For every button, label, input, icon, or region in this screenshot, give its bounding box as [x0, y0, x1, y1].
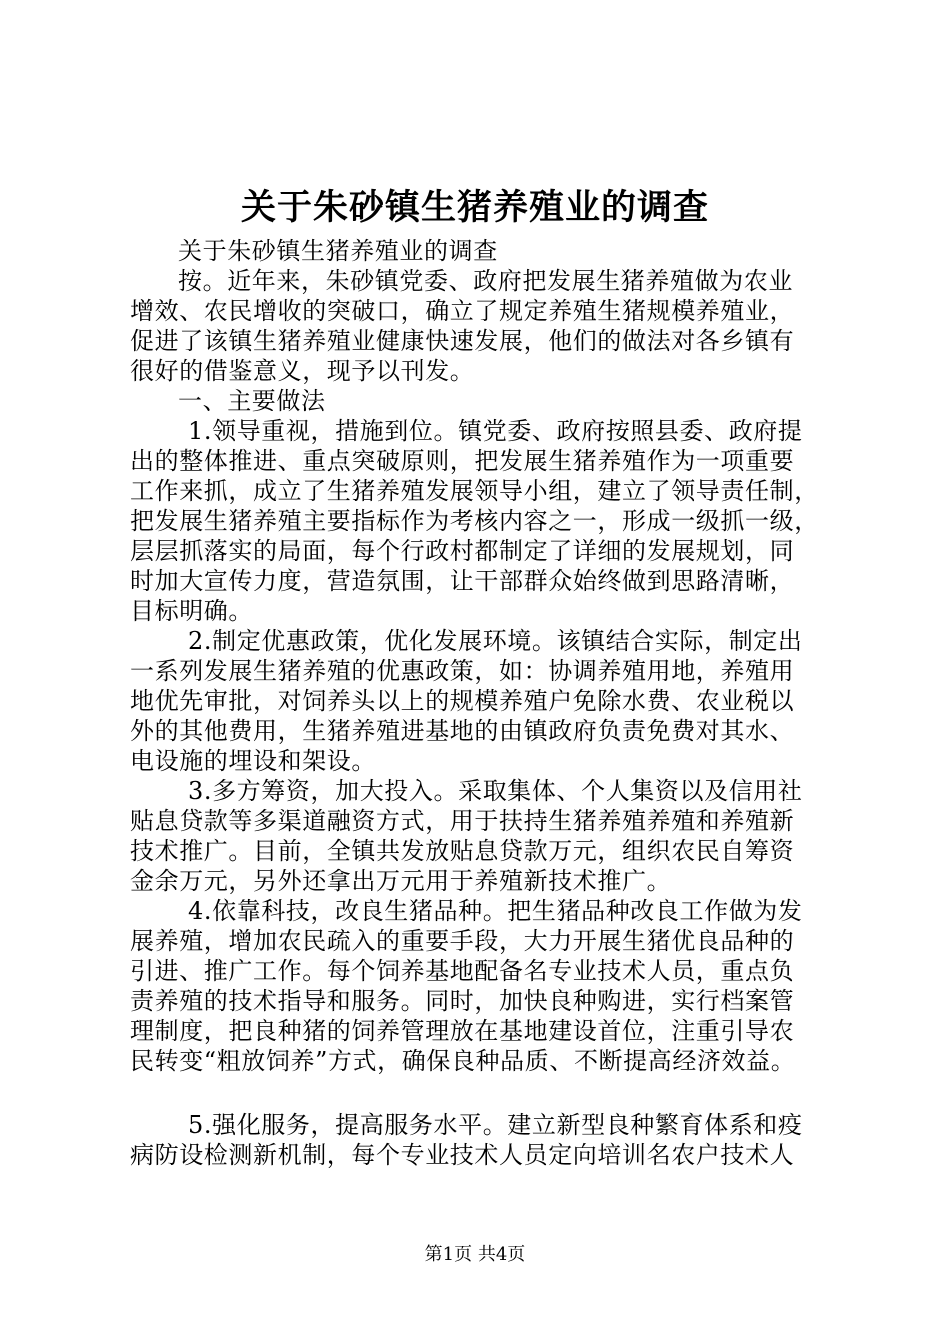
- subtitle-line: 关于朱砂镇生猪养殖业的调查: [178, 237, 498, 265]
- paragraph-line: 责养殖的技术指导和服务。同时，加快良种购进，实行档案管: [130, 987, 795, 1015]
- paragraph-line: 5.强化服务，提高服务水平。建立新型良种繁育体系和疫: [188, 1111, 803, 1139]
- paragraph-line: 外的其他费用，生猪养殖进基地的由镇政府负责免费对其水、: [130, 717, 795, 745]
- paragraph-line: 金余万元，另外还拿出万元用于养殖新技术推广。: [130, 867, 672, 895]
- paragraph-line: 技术推广。目前，全镇共发放贴息贷款万元，组织农民自筹资: [130, 837, 795, 865]
- paragraph-line: 民转变“粗放饲养”方式，确保良种品质、不断提高经济效益。: [130, 1047, 796, 1075]
- paragraph-line: 层层抓落实的局面，每个行政村都制定了详细的发展规划，同: [130, 537, 795, 565]
- document-body: [130, 236, 830, 1170]
- paragraph-line: 2.制定优惠政策，优化发展环境。该镇结合实际，制定出: [188, 627, 803, 655]
- paragraph-line: 按。近年来，朱砂镇党委、政府把发展生猪养殖做为农业: [178, 267, 793, 295]
- paragraph-line: 病防设检测新机制，每个专业技术人员定向培训名农户技术人: [130, 1141, 795, 1169]
- paragraph-line: 3.多方筹资，加大投入。采取集体、个人集资以及信用社: [188, 777, 803, 805]
- document-title: 关于朱砂镇生猪养殖业的调查: [240, 187, 709, 228]
- paragraph-line: 展养殖，增加农民疏入的重要手段，大力开展生猪优良品种的: [130, 927, 795, 955]
- paragraph-line: 时加大宣传力度，营造氛围，让干部群众始终做到思路清晰，: [130, 567, 795, 595]
- paragraph-line: 理制度，把良种猪的饲养管理放在基地建设首位，注重引导农: [130, 1017, 795, 1045]
- paragraph-spacer: [130, 1076, 830, 1110]
- paragraph-line: 把发展生猪养殖主要指标作为考核内容之一，形成一级抓一级，: [130, 507, 819, 535]
- paragraph-line: 地优先审批，对饲养头以上的规模养殖户免除水费、农业税以: [130, 687, 795, 715]
- paragraph-line: 促进了该镇生猪养殖业健康快速发展，他们的做法对各乡镇有: [130, 327, 795, 355]
- page-footer: 第1页 共4页: [424, 1244, 526, 1265]
- paragraph-line: 4.依靠科技，改良生猪品种。把生猪品种改良工作做为发: [188, 897, 803, 925]
- section-heading: 一、主要做法: [178, 387, 326, 415]
- paragraph-line: 工作来抓，成立了生猪养殖发展领导小组，建立了领导责任制，: [130, 477, 819, 505]
- paragraph-line: 一系列发展生猪养殖的优惠政策，如：协调养殖用地，养殖用: [130, 657, 795, 685]
- paragraph-line: 目标明确。: [130, 597, 253, 625]
- paragraph-line: 出的整体推进、重点突破原则，把发展生猪养殖作为一项重要: [130, 447, 795, 475]
- paragraph-line: 1.领导重视，措施到位。镇党委、政府按照县委、政府提: [188, 417, 803, 445]
- paragraph-line: 增效、农民增收的突破口，确立了规定养殖生猪规模养殖业，: [130, 297, 795, 325]
- paragraph-line: 很好的借鉴意义，现予以刊发。: [130, 357, 475, 385]
- paragraph-line: 引进、推广工作。每个饲养基地配备名专业技术人员，重点负: [130, 957, 795, 985]
- paragraph-line: 电设施的埋设和架设。: [130, 747, 376, 775]
- paragraph-line: 贴息贷款等多渠道融资方式，用于扶持生猪养殖养殖和养殖新: [130, 807, 795, 835]
